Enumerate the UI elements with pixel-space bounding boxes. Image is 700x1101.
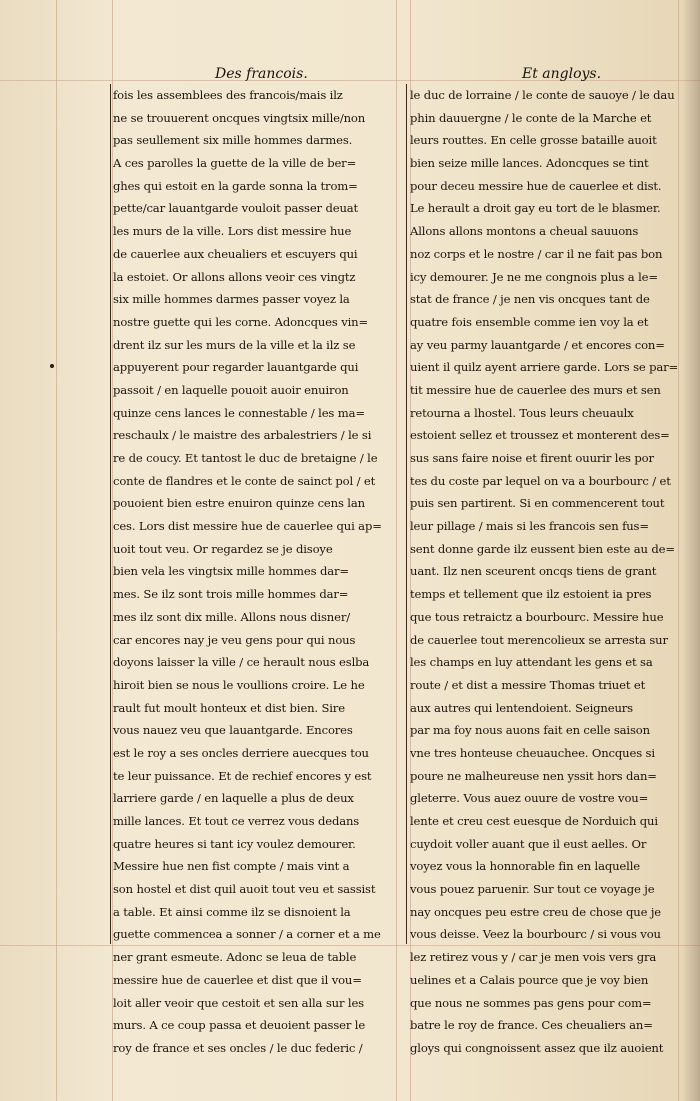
text-line: guette commencea a sonner / a corner et a me bbox=[113, 927, 381, 942]
text-line: les champs en luy attendant les gens et sa bbox=[410, 655, 653, 670]
text-line: bien vela les vingtsix mille hommes dar= bbox=[113, 564, 349, 579]
text-line: uient il quilz ayent arriere garde. Lors se par= bbox=[410, 360, 678, 375]
column-rule bbox=[110, 84, 111, 944]
text-line: icy demourer. Je ne me congnois plus a le= bbox=[410, 269, 658, 284]
text-line: hiroit bien se nous le voullions croire. Le he bbox=[113, 677, 365, 692]
text-line: pour deceu messire hue de cauerlee et dist. bbox=[410, 178, 662, 193]
text-line: conte de flandres et le conte de sainct pol / et bbox=[113, 473, 376, 488]
text-line: cuydoit voller auant que il eust aelles. Or bbox=[410, 836, 647, 851]
text-line: gloys qui congnoissent assez que ilz auoient bbox=[410, 1040, 664, 1055]
text-line: mes. Se ilz sont trois mille hommes dar= bbox=[113, 587, 349, 602]
text-line: drent ilz sur les murs de la ville et la ilz se bbox=[113, 337, 356, 352]
text-line: tes du coste par lequel on va a bourbourc / et bbox=[410, 473, 671, 488]
text-line: uelines et a Calais pource que je voy bien bbox=[410, 972, 649, 987]
text-line: voyez vous la honnorable fin en laquelle bbox=[410, 859, 640, 874]
text-line: que tous retraictz a bourbourc. Messire hue bbox=[410, 609, 664, 624]
text-line: lente et creu cest euesque de Norduich qui bbox=[410, 814, 658, 828]
text-line: lez retirez vous y / car je men vois vers gra bbox=[410, 950, 657, 965]
text-line: pouoient bien estre enuiron quinze cens lan bbox=[113, 496, 365, 511]
text-line: ghes qui estoit en la garde sonna la trom= bbox=[113, 178, 358, 193]
text-line: de cauerlee aux cheualiers et escuyers qui bbox=[113, 246, 358, 261]
text-line: doyons laisser la ville / ce herault nous eslba bbox=[113, 655, 370, 670]
text-line: leurs routtes. En celle grosse bataille auoit bbox=[410, 133, 657, 148]
text-line: roy de france et ses oncles / le duc federic / bbox=[113, 1040, 363, 1055]
ruled-margin-line bbox=[678, 0, 679, 1101]
text-line: phin dauuergne / le conte de la Marche et bbox=[410, 110, 652, 125]
text-line: ne se trouuerent oncques vingtsix mille/non bbox=[113, 110, 366, 125]
text-line: pas seullement six mille hommes darmes. bbox=[113, 133, 353, 148]
text-line: ay veu parmy lauantgarde / et encores con= bbox=[410, 337, 665, 352]
text-line: six mille hommes darmes passer voyez la bbox=[113, 292, 350, 307]
text-line: ner grant esmeute. Adonc se leua de table bbox=[113, 950, 357, 965]
page-edge-shadow bbox=[682, 0, 700, 1101]
text-line: quatre fois ensemble comme ien voy la et bbox=[410, 314, 649, 329]
text-line: ces. Lors dist messire hue de cauerlee qui ap= bbox=[113, 519, 382, 534]
text-line: nostre guette qui les corne. Adoncques vin= bbox=[113, 314, 369, 329]
text-line: tit messire hue de cauerlee des murs et sen bbox=[410, 382, 661, 397]
text-line: loit aller veoir que cestoit et sen alla sur les bbox=[113, 995, 364, 1010]
text-line: son hostel et dist quil auoit tout veu et sassist bbox=[113, 882, 376, 897]
text-line: pette/car lauantgarde vouloit passer deuat bbox=[113, 201, 359, 216]
text-line: temps et tellement que ilz estoient ia pres bbox=[410, 587, 652, 602]
text-line: larriere garde / en laquelle a plus de deux bbox=[113, 791, 354, 806]
text-line: par ma foy nous auons fait en celle saison bbox=[410, 723, 650, 738]
text-line: quatre heures si tant icy voulez demourer. bbox=[113, 836, 356, 851]
text-line: de cauerlee tout merencolieux se arresta sur bbox=[410, 632, 668, 647]
ruled-margin-line bbox=[396, 0, 397, 1101]
text-line: que nous ne sommes pas gens pour com= bbox=[410, 995, 652, 1010]
text-line: la estoiet. Or allons allons veoir ces vingtz bbox=[113, 269, 356, 284]
text-line: uant. Ilz nen sceurent oncqs tiens de grant bbox=[410, 564, 657, 579]
text-line: rault fut moult honteux et dist bien. Sire bbox=[113, 700, 345, 715]
text-line: vous nauez veu que lauantgarde. Encores bbox=[113, 723, 353, 738]
text-line: gleterre. Vous auez ouure de vostre vou= bbox=[410, 791, 649, 806]
text-line: reschaulx / le maistre des arbalestriers / le si bbox=[113, 428, 372, 443]
text-line: mes ilz sont dix mille. Allons nous disner/ bbox=[113, 609, 350, 624]
text-line: murs. A ce coup passa et deuoient passer le bbox=[113, 1018, 366, 1033]
text-line: noz corps et le nostre / car il ne fait pas bon bbox=[410, 246, 663, 261]
text-line: appuyerent pour regarder lauantgarde qui bbox=[113, 360, 359, 375]
text-line: a table. Et ainsi comme ilz se disnoient la bbox=[113, 904, 351, 919]
text-line: uoit tout veu. Or regardez se je disoye bbox=[113, 541, 333, 556]
text-line: vne tres honteuse cheuauchee. Oncques si bbox=[410, 745, 655, 760]
text-line: sus sans faire noise et firent ouurir les por bbox=[410, 451, 654, 465]
text-line: vous deisse. Veez la bourbourc / si vous vou bbox=[410, 927, 661, 942]
text-line: le duc de lorraine / le conte de sauoye / le dau bbox=[410, 88, 675, 102]
text-line: A ces parolles la guette de la ville de ber= bbox=[113, 156, 357, 171]
text-line: vous pouez paruenir. Sur tout ce voyage je bbox=[410, 882, 655, 897]
text-line: car encores nay je veu gens pour qui nous bbox=[113, 632, 356, 647]
text-line: passoit / en laquelle pouoit auoir enuiron bbox=[113, 382, 349, 397]
text-column-left bbox=[113, 84, 395, 1060]
running-header-left: Des francois. bbox=[215, 66, 308, 82]
column-rule bbox=[406, 84, 407, 944]
ruled-margin-line bbox=[56, 0, 57, 1101]
text-line: retourna a lhostel. Tous leurs cheuaulx bbox=[410, 405, 634, 420]
text-line: Le herault a droit gay eu tort de le blasmer. bbox=[410, 201, 661, 216]
text-line: Messire hue nen fist compte / mais vint a bbox=[113, 859, 350, 874]
text-line: quinze cens lances le connestable / les ma= bbox=[113, 405, 365, 420]
text-line: les murs de la ville. Lors dist messire hue bbox=[113, 224, 352, 239]
text-line: route / et dist a messire Thomas triuet et bbox=[410, 677, 646, 692]
text-line: poure ne malheureuse nen yssit hors dan= bbox=[410, 768, 657, 783]
text-line: stat de france / je nen vis oncques tant de bbox=[410, 292, 650, 307]
text-line: mille lances. Et tout ce verrez vous dedans bbox=[113, 814, 360, 828]
text-line: puis sen partirent. Si en commencerent tout bbox=[410, 496, 665, 511]
text-line: aux autres qui lentendoient. Seigneurs bbox=[410, 700, 633, 715]
text-line: estoient sellez et troussez et monterent des= bbox=[410, 428, 670, 443]
text-line: leur pillage / mais si les francois sen fus= bbox=[410, 519, 649, 534]
text-line: te leur puissance. Et de rechief encores y est bbox=[113, 768, 372, 783]
text-line: nay oncques peu estre creu de chose que je bbox=[410, 904, 661, 919]
text-line: fois les assemblees des francois/mais ilz bbox=[113, 88, 343, 102]
text-column-right bbox=[410, 84, 678, 1060]
text-line: bien seize mille lances. Adoncques se tint bbox=[410, 156, 649, 171]
text-line: messire hue de cauerlee et dist que il vou= bbox=[113, 972, 362, 987]
text-line: re de coucy. Et tantost le duc de bretaigne / le bbox=[113, 451, 378, 465]
text-line: est le roy a ses oncles derriere auecques tou bbox=[113, 745, 369, 760]
ink-dot bbox=[50, 364, 54, 368]
running-header-right: Et angloys. bbox=[522, 66, 602, 82]
text-line: Allons allons montons a cheual sauuons bbox=[410, 224, 639, 239]
text-line: batre le roy de france. Ces cheualiers an= bbox=[410, 1018, 653, 1033]
text-line: sent donne garde ilz eussent bien este au de= bbox=[410, 541, 675, 556]
